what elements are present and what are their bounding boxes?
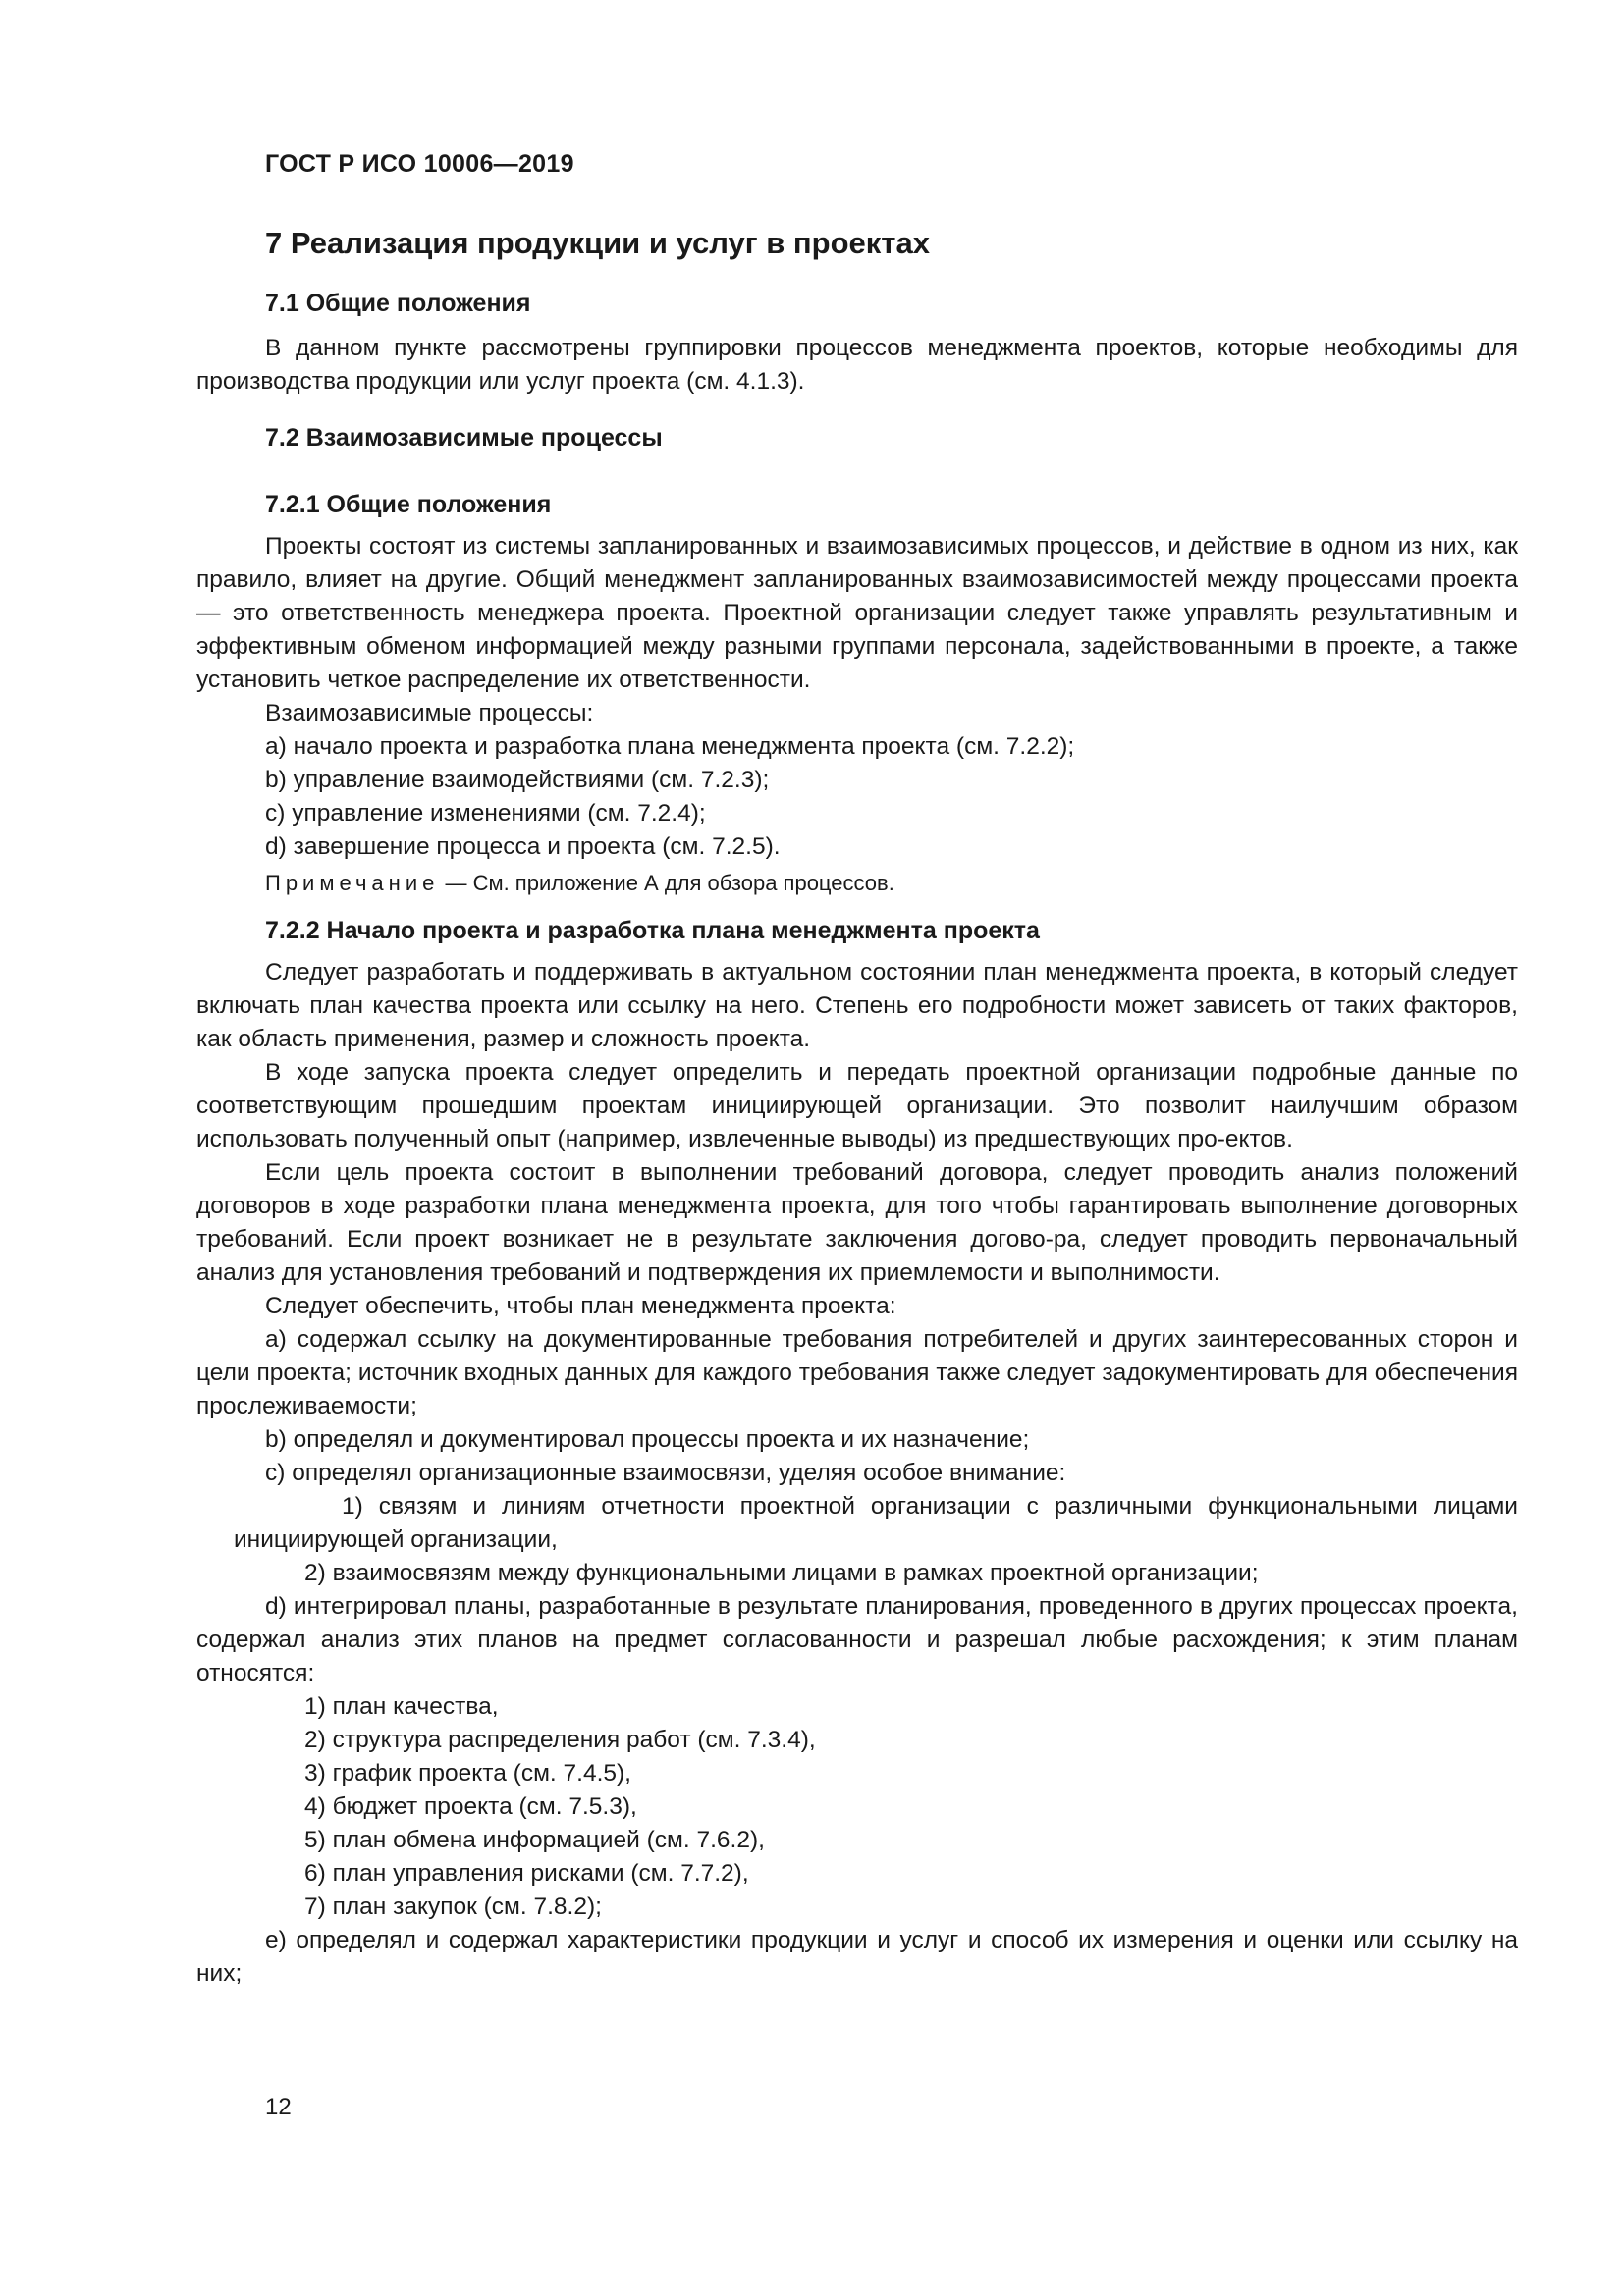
- list-item: a) начало проекта и разработка плана менеджмента проекта (см. 7.2.2);: [265, 733, 1075, 761]
- section-7-2-2-title: 7.2.2 Начало проекта и разработка плана менеджмента проекта: [265, 917, 1040, 945]
- list-item-b: b) определял и документировал процессы проекта и их назначение;: [265, 1426, 1030, 1454]
- list-item: c) управление изменениями (см. 7.2.4);: [265, 800, 706, 828]
- section-7-1-title: 7.1 Общие положения: [265, 290, 531, 318]
- list-item: 4) бюджет проекта (см. 7.5.3),: [304, 1793, 637, 1821]
- list-item-d: d) интегрировал планы, разработанные в результате планирования, проведенного в других процессах проекта, содержал анализ этих планов на предмет согласованности и разрешал любые расхождения; к этим планам относятся:: [196, 1593, 1518, 1687]
- section-7-2-2-paragraph-1: Следует разработать и поддерживать в актуальном состоянии план менеджмента проекта, в который следует включать план качества проекта или ссылку на него. Степень его подробности может зависеть от таких факторов, как область применения, размер и сложность проекта.: [196, 959, 1518, 1053]
- section-7-2-title: 7.2 Взаимозависимые процессы: [265, 423, 663, 452]
- section-7-2-2-paragraph-3: Если цель проекта состоит в выполнении требований договора, следует проводить анализ положений договоров в ходе разработки плана менеджмента проекта, для того чтобы гарантировать выполнение договорных требований. Если проект возникает не в результате заключения догово-ра, следует проводить первоначальный анализ для установления требований и подтверждения их приемлемости и выполнимости.: [196, 1159, 1518, 1287]
- section-7-2-1-paragraph-1: Проекты состоят из системы запланированных и взаимозависимых процессов, и действие в одном из них, как правило, влияет на другие. Общий менеджмент запланированных взаимозависимостей между процессами проекта — это ответственность менеджера проекта. Проектной организации следует также управлять результативным и эффективным обменом информацией между разными группами персонала, задействованными в проекте, а также установить четкое распределение их ответственности.: [196, 533, 1518, 694]
- section-7-2-1-title: 7.2.1 Общие положения: [265, 490, 552, 518]
- list-item: 6) план управления рисками (см. 7.7.2),: [304, 1860, 749, 1888]
- note-label: Примечание: [265, 871, 440, 896]
- page-content: [196, 222, 1518, 1991]
- list-item-e: e) определял и содержал характеристики продукции и услуг и способ их измерения и оценки или ссылку на них;: [196, 1927, 1518, 1988]
- list-item-a: a) содержал ссылку на документированные требования потребителей и других заинтересованных сторон и цели проекта; источник входных данных для каждого требования также следует задокументировать для обеспечения прослеживаемости;: [196, 1326, 1518, 1420]
- section-7-2-2-paragraph-4: Следует обеспечить, чтобы план менеджмента проекта:: [265, 1293, 896, 1320]
- section-7-2-2-paragraph-2: В ходе запуска проекта следует определить и передать проектной организации подробные данные по соответствующим прошедшим проектам инициирующей организации. Это позволит наилучшим образом использовать полученный опыт (например, извлеченные выводы) из предшествующих про-ектов.: [196, 1059, 1518, 1153]
- note-text: — См. приложение А для обзора процессов.: [439, 871, 894, 896]
- section-7-1-paragraph: В данном пункте рассмотрены группировки процессов менеджмента проектов, которые необходимы для производства продукции или услуг проекта (см. 4.1.3).: [196, 334, 1518, 395]
- list-item: d) завершение процесса и проекта (см. 7.2.5).: [265, 833, 781, 861]
- section-7-title: 7 Реализация продукции и услуг в проектах: [265, 226, 930, 260]
- list-item: b) управление взаимодействиями (см. 7.2.3);: [265, 767, 770, 794]
- section-7-2-1-paragraph-2: Взаимозависимые процессы:: [265, 700, 594, 727]
- standard-code-header: ГОСТ Р ИСО 10006—2019: [265, 150, 574, 178]
- list-item-c-1: 1) связям и линиям отчетности проектной организации с различными функциональными лицами инициирующей организации,: [234, 1493, 1518, 1554]
- list-item-c: c) определял организационные взаимосвязи, уделяя особое внимание:: [265, 1460, 1066, 1487]
- note: [196, 868, 1518, 899]
- list-item: 2) структура распределения работ (см. 7.3.4),: [304, 1727, 816, 1754]
- page-number: 12: [265, 2094, 292, 2120]
- list-item: 7) план закупок (см. 7.8.2);: [304, 1894, 602, 1921]
- list-item: 3) график проекта (см. 7.4.5),: [304, 1760, 631, 1788]
- list-item: 5) план обмена информацией (см. 7.6.2),: [304, 1827, 765, 1854]
- list-item-c-2: 2) взаимосвязям между функциональными лицами в рамках проектной организации;: [304, 1560, 1259, 1587]
- list-item: 1) план качества,: [304, 1693, 499, 1721]
